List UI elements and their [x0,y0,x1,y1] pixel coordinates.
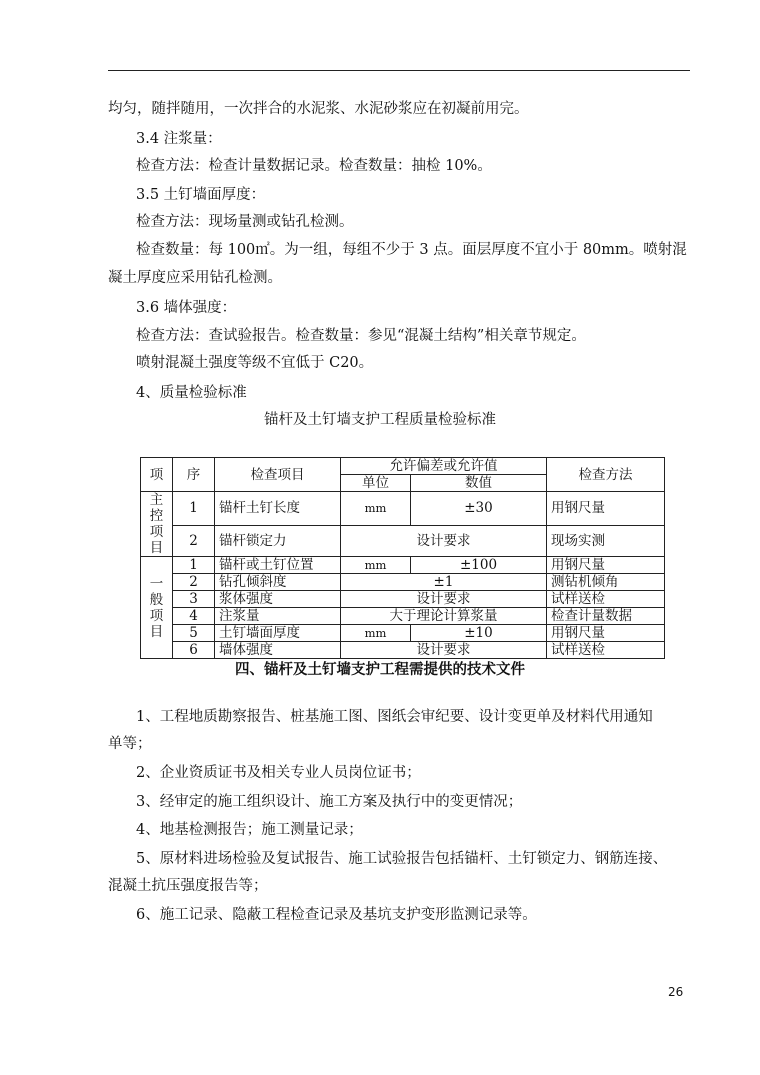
group-label-general: 一般项目 [141,557,173,659]
header-seq: 序 [173,458,215,492]
body-line: 凝土厚度应采用钻孔检测。 [108,270,282,286]
header-value: 数值 [411,475,547,492]
table-header-row [141,458,665,475]
body-line: 喷射混凝土强度等级不宜低于 C20。 [136,355,374,371]
row-seq: 3 [173,591,215,608]
row-unit: mm [341,625,411,642]
row-seq: 5 [173,625,215,642]
row-unit: mm [341,492,411,526]
row-combined-value: 设计要求 [341,525,547,556]
list-line: 4、地基检测报告；施工测量记录； [136,822,363,838]
row-seq: 2 [173,525,215,556]
row-item: 锚杆锁定力 [215,525,341,556]
header-rule [108,70,690,71]
row-method: 检查计量数据 [547,608,665,625]
row-item: 锚杆或土钉位置 [215,557,341,574]
list-line: 5、原材料进场检验及复试报告、施工试验报告包括锚杆、土钉锁定力、钢筋连接、 [136,851,668,867]
list-line: 单等； [108,736,152,752]
row-method: 用钢尺量 [547,492,665,526]
table-row [141,574,665,591]
row-method: 试样送检 [547,642,665,659]
row-item: 锚杆土钉长度 [215,492,341,526]
header-unit: 单位 [341,475,411,492]
row-item: 土钉墙面厚度 [215,625,341,642]
row-method: 测钻机倾角 [547,574,665,591]
table-row [141,557,665,574]
quality-standard-table [140,457,665,659]
body-line: 3.4 注浆量： [136,131,222,147]
row-seq: 2 [173,574,215,591]
row-item: 墙体强度 [215,642,341,659]
list-line: 混凝土抗压强度报告等； [108,878,268,894]
header-method: 检查方法 [547,458,665,492]
row-combined-value: 设计要求 [341,642,547,659]
group-label-main: 主控项目 [141,492,173,557]
row-value: ±30 [411,492,547,526]
row-value: ±1 [341,574,547,591]
body-line: 检查方法：现场量测或钻孔检测。 [136,214,354,230]
row-seq: 1 [173,492,215,526]
row-method: 用钢尺量 [547,625,665,642]
row-seq: 4 [173,608,215,625]
row-method: 试样送检 [547,591,665,608]
row-method: 现场实测 [547,525,665,556]
body-line: 3.6 墙体强度： [136,300,237,316]
row-seq: 1 [173,557,215,574]
list-line: 1、工程地质勘察报告、桩基施工图、图纸会审纪要、设计变更单及材料代用通知 [136,709,653,725]
table-row [141,492,665,526]
header-check-item: 检查项目 [215,458,341,492]
row-item: 注浆量 [215,608,341,625]
body-line: 3.5 土钉墙面厚度： [136,187,266,203]
table-row [141,608,665,625]
row-item: 浆体强度 [215,591,341,608]
list-line: 2、企业资质证书及相关专业人员岗位证书； [136,765,421,781]
list-line: 3、经审定的施工组织设计、施工方案及执行中的变更情况； [136,794,523,810]
header-allowance: 允许偏差或允许值 [341,458,547,475]
table-caption: 锚杆及土钉墙支护工程质量检验标准 [264,412,496,428]
row-item: 钻孔倾斜度 [215,574,341,591]
page-number: 26 [668,985,684,999]
body-line: 4、质量检验标准 [136,385,247,401]
body-line: 检查方法：查试验报告。检查数量：参见“混凝土结构”相关章节规定。 [136,328,586,344]
row-unit: mm [341,557,411,574]
body-line: 检查方法：检查计量数据记录。检查数量：抽检 10%。 [136,158,492,174]
body-line: 检查数量：每 100㎡。为一组，每组不少于 3 点。面层厚度不宜小于 80mm。喷射混 [136,242,687,258]
body-line: 均匀，随拌随用，一次拌合的水泥浆、水泥砂浆应在初凝前用完。 [108,101,529,117]
header-item: 项 [141,458,173,492]
row-value: ±100 [411,557,547,574]
list-line: 6、施工记录、隐蔽工程检查记录及基坑支护变形监测记录等。 [136,907,537,923]
row-seq: 6 [173,642,215,659]
row-value: ±10 [411,625,547,642]
row-method: 用钢尺量 [547,557,665,574]
table-row [141,625,665,642]
table-row [141,525,665,556]
table-row [141,642,665,659]
table-row [141,591,665,608]
row-combined-value: 设计要求 [341,591,547,608]
section-heading: 四、锚杆及土钉墙支护工程需提供的技术文件 [235,661,525,678]
row-combined-value: 大于理论计算浆量 [341,608,547,625]
